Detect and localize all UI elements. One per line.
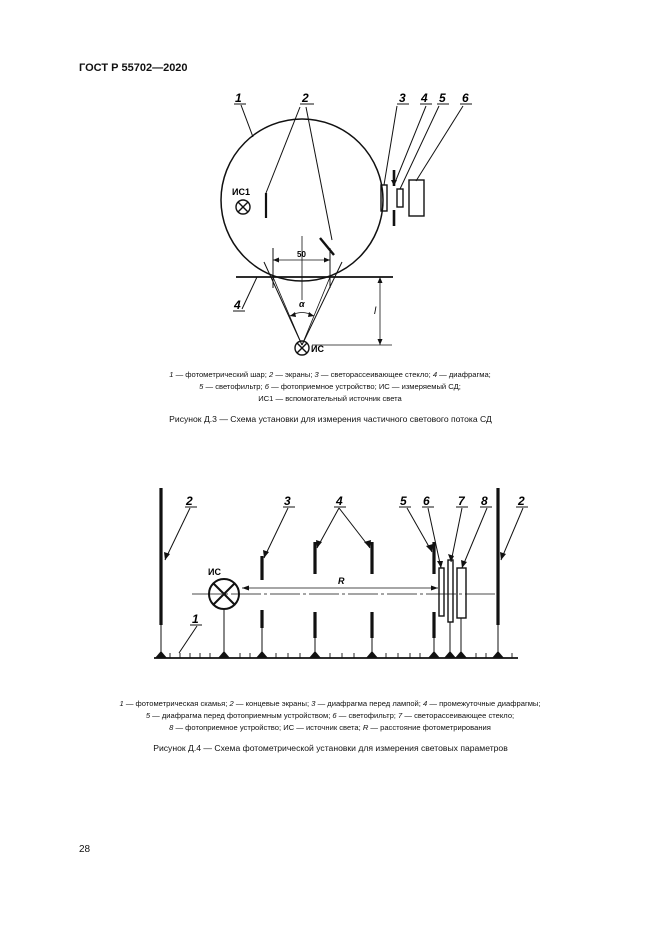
figure-d4-caption: Рисунок Д.4 — Схема фотометрической установки для измерения световых параметров	[153, 743, 508, 753]
legend-line: 5 — светофильтр; 6 — фотоприемное устройство; ИС — измеряемый СД;	[199, 382, 461, 391]
legend-line: 5 — диафрагма перед фотоприемным устройством; 6 — светофильтр; 7 — светорассеивающее стекло;	[145, 711, 515, 720]
light-filter	[439, 568, 444, 616]
callout-3: 3	[284, 494, 291, 508]
photodetector	[457, 568, 466, 618]
legend-line: 8 — фотоприемное устройство; ИС — источник света; R — расстояние фотометрирования	[169, 723, 491, 732]
distance-label: R	[338, 576, 345, 586]
source-label: ИС	[311, 344, 324, 354]
legend-line: 1 — фотометрический шар; 2 — экраны; 3 — светорассеивающее стекло; 4 — диафрагма;	[169, 370, 491, 379]
callout-4-lower: 4	[234, 298, 241, 312]
photodetector	[409, 180, 424, 216]
figure-d4-diagram	[0, 470, 661, 680]
callout-4: 4	[336, 494, 343, 508]
figure-d4-legend	[60, 698, 600, 734]
callout-1: 1	[192, 612, 199, 626]
callout-4: 4	[421, 91, 428, 105]
legend-line: ИС1 — вспомогательный источник света	[258, 394, 402, 403]
page-number: 28	[79, 844, 91, 855]
callout-8: 8	[481, 494, 488, 508]
callout-2: 2	[302, 91, 309, 105]
legend-line: 1 — фотометрическая скамья; 2 — концевые экраны; 3 — диафрагма перед лампой; 4 — промежуточные диафрагмы;	[119, 699, 541, 708]
callout-6: 6	[462, 91, 469, 105]
callout-3: 3	[399, 91, 406, 105]
dimension-l: l	[374, 306, 377, 317]
callout-5: 5	[400, 494, 407, 508]
dimension-50: 50	[297, 250, 306, 259]
callout-7: 7	[458, 494, 465, 508]
figure-d3-legend	[60, 369, 600, 405]
callout-6: 6	[423, 494, 430, 508]
figure-d3-diagram	[0, 0, 661, 365]
light-filter	[397, 189, 403, 207]
angle-alpha: α	[299, 299, 305, 309]
document-header: ГОСТ Р 55702—2020	[79, 62, 188, 74]
aux-source-label: ИС1	[232, 187, 250, 197]
figure-d3-caption: Рисунок Д.3 — Схема установки для измерения частичного светового потока СД	[169, 414, 492, 424]
callout-5: 5	[439, 91, 446, 105]
diffusing-glass	[448, 560, 453, 622]
source-label: ИС	[208, 567, 221, 577]
callout-2-right: 2	[518, 494, 525, 508]
callout-1: 1	[235, 91, 242, 105]
callout-2-left: 2	[186, 494, 193, 508]
